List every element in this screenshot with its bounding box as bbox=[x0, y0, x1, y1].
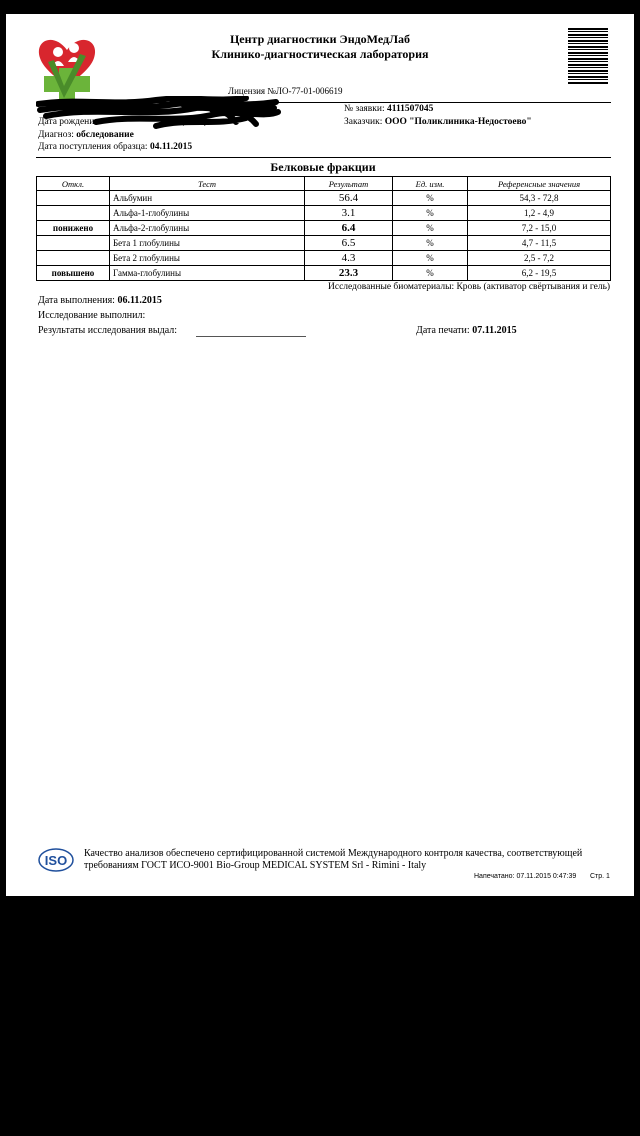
header-unit: Ед. изм. bbox=[393, 177, 468, 191]
row-flag bbox=[37, 236, 110, 251]
table-row bbox=[37, 221, 611, 236]
row-test: Альбумин bbox=[110, 191, 305, 206]
row-unit: % bbox=[393, 221, 468, 236]
table-row bbox=[37, 266, 611, 281]
print-date: Дата печати: 07.11.2015 bbox=[416, 325, 517, 336]
row-ref: 4,7 - 11,5 bbox=[468, 236, 611, 251]
iso-logo-text: ISO bbox=[44, 853, 68, 868]
row-ref: 1,2 - 4,9 bbox=[468, 206, 611, 221]
row-test: Альфа-2-глобулины bbox=[110, 221, 305, 236]
row-result: 6.4 bbox=[305, 221, 393, 236]
license-number: Лицензия №ЛО-77-01-006619 bbox=[228, 86, 343, 96]
row-test: Бета 1 глобулины bbox=[110, 236, 305, 251]
header-test: Тест bbox=[110, 177, 305, 191]
row-unit: % bbox=[393, 191, 468, 206]
iso-logo-icon bbox=[38, 848, 74, 872]
page-number: Стр. 1 bbox=[590, 873, 610, 880]
row-result: 6.5 bbox=[305, 236, 393, 251]
lab-name: Клинико-диагностическая лаборатория bbox=[211, 47, 429, 61]
row-unit: % bbox=[393, 266, 468, 281]
biomaterial-note: Исследованные биоматериалы: Кровь (активатор свёртывания и гель) bbox=[328, 282, 611, 292]
customer: Заказчик: ООО "Поликлиника-Недостоево" bbox=[344, 117, 532, 127]
performed-by: Исследование выполнил: bbox=[38, 310, 146, 321]
request-number: № заявки: 4111507045 bbox=[344, 104, 434, 114]
diagnosis: Диагноз: обследование bbox=[38, 130, 134, 140]
header-flag: Откл. bbox=[37, 177, 110, 191]
birth-date: Дата рождения (35 л.) bbox=[38, 117, 208, 127]
row-result: 4.3 bbox=[305, 251, 393, 266]
row-unit: % bbox=[393, 251, 468, 266]
row-unit: % bbox=[393, 236, 468, 251]
table-row bbox=[37, 236, 611, 251]
signature-line bbox=[196, 336, 306, 337]
row-test: Гамма-глобулины bbox=[110, 266, 305, 281]
row-flag: понижено bbox=[37, 221, 110, 236]
table-header-row bbox=[37, 177, 611, 191]
table-row bbox=[37, 206, 611, 221]
row-flag: повышено bbox=[37, 266, 110, 281]
section-title: Белковые фракции bbox=[270, 160, 376, 174]
row-test: Бета 2 глобулины bbox=[110, 251, 305, 266]
row-flag bbox=[37, 191, 110, 206]
printed-timestamp: Напечатано: 07.11.2015 0:47:39 bbox=[474, 873, 577, 880]
row-result: 56.4 bbox=[305, 191, 393, 206]
row-ref: 54,3 - 72,8 bbox=[468, 191, 611, 206]
redaction-scribble bbox=[36, 96, 281, 130]
row-flag bbox=[37, 251, 110, 266]
header-ref: Референсные значения bbox=[468, 177, 611, 191]
row-ref: 2,5 - 7,2 bbox=[468, 251, 611, 266]
center-name: Центр диагностики ЭндоМедЛаб bbox=[229, 32, 411, 46]
row-result: 3.1 bbox=[305, 206, 393, 221]
row-unit: % bbox=[393, 206, 468, 221]
completion-date: Дата выполнения: 06.11.2015 bbox=[38, 295, 162, 306]
row-result: 23.3 bbox=[305, 266, 393, 281]
row-ref: 7,2 - 15,0 bbox=[468, 221, 611, 236]
row-test: Альфа-1-глобулины bbox=[110, 206, 305, 221]
row-ref: 6,2 - 19,5 bbox=[468, 266, 611, 281]
header-result: Результат bbox=[305, 177, 393, 191]
sample-date: Дата поступления образца: 04.11.2015 bbox=[38, 142, 193, 152]
quality-statement: Качество анализов обеспечено сертифицированной системой Международного контроля качества, соответствующей требованиям ГОСТ ИСО-9001 Bio-Group MEDICAL SYSTEM Srl - Rimini - Italy bbox=[84, 848, 583, 871]
table-row bbox=[37, 191, 611, 206]
divider bbox=[36, 157, 611, 158]
barcode bbox=[568, 28, 608, 84]
results-table bbox=[36, 176, 611, 281]
issued-by: Результаты исследования выдал: bbox=[38, 325, 177, 336]
table-row bbox=[37, 251, 611, 266]
row-flag bbox=[37, 206, 110, 221]
document-page bbox=[6, 14, 634, 896]
